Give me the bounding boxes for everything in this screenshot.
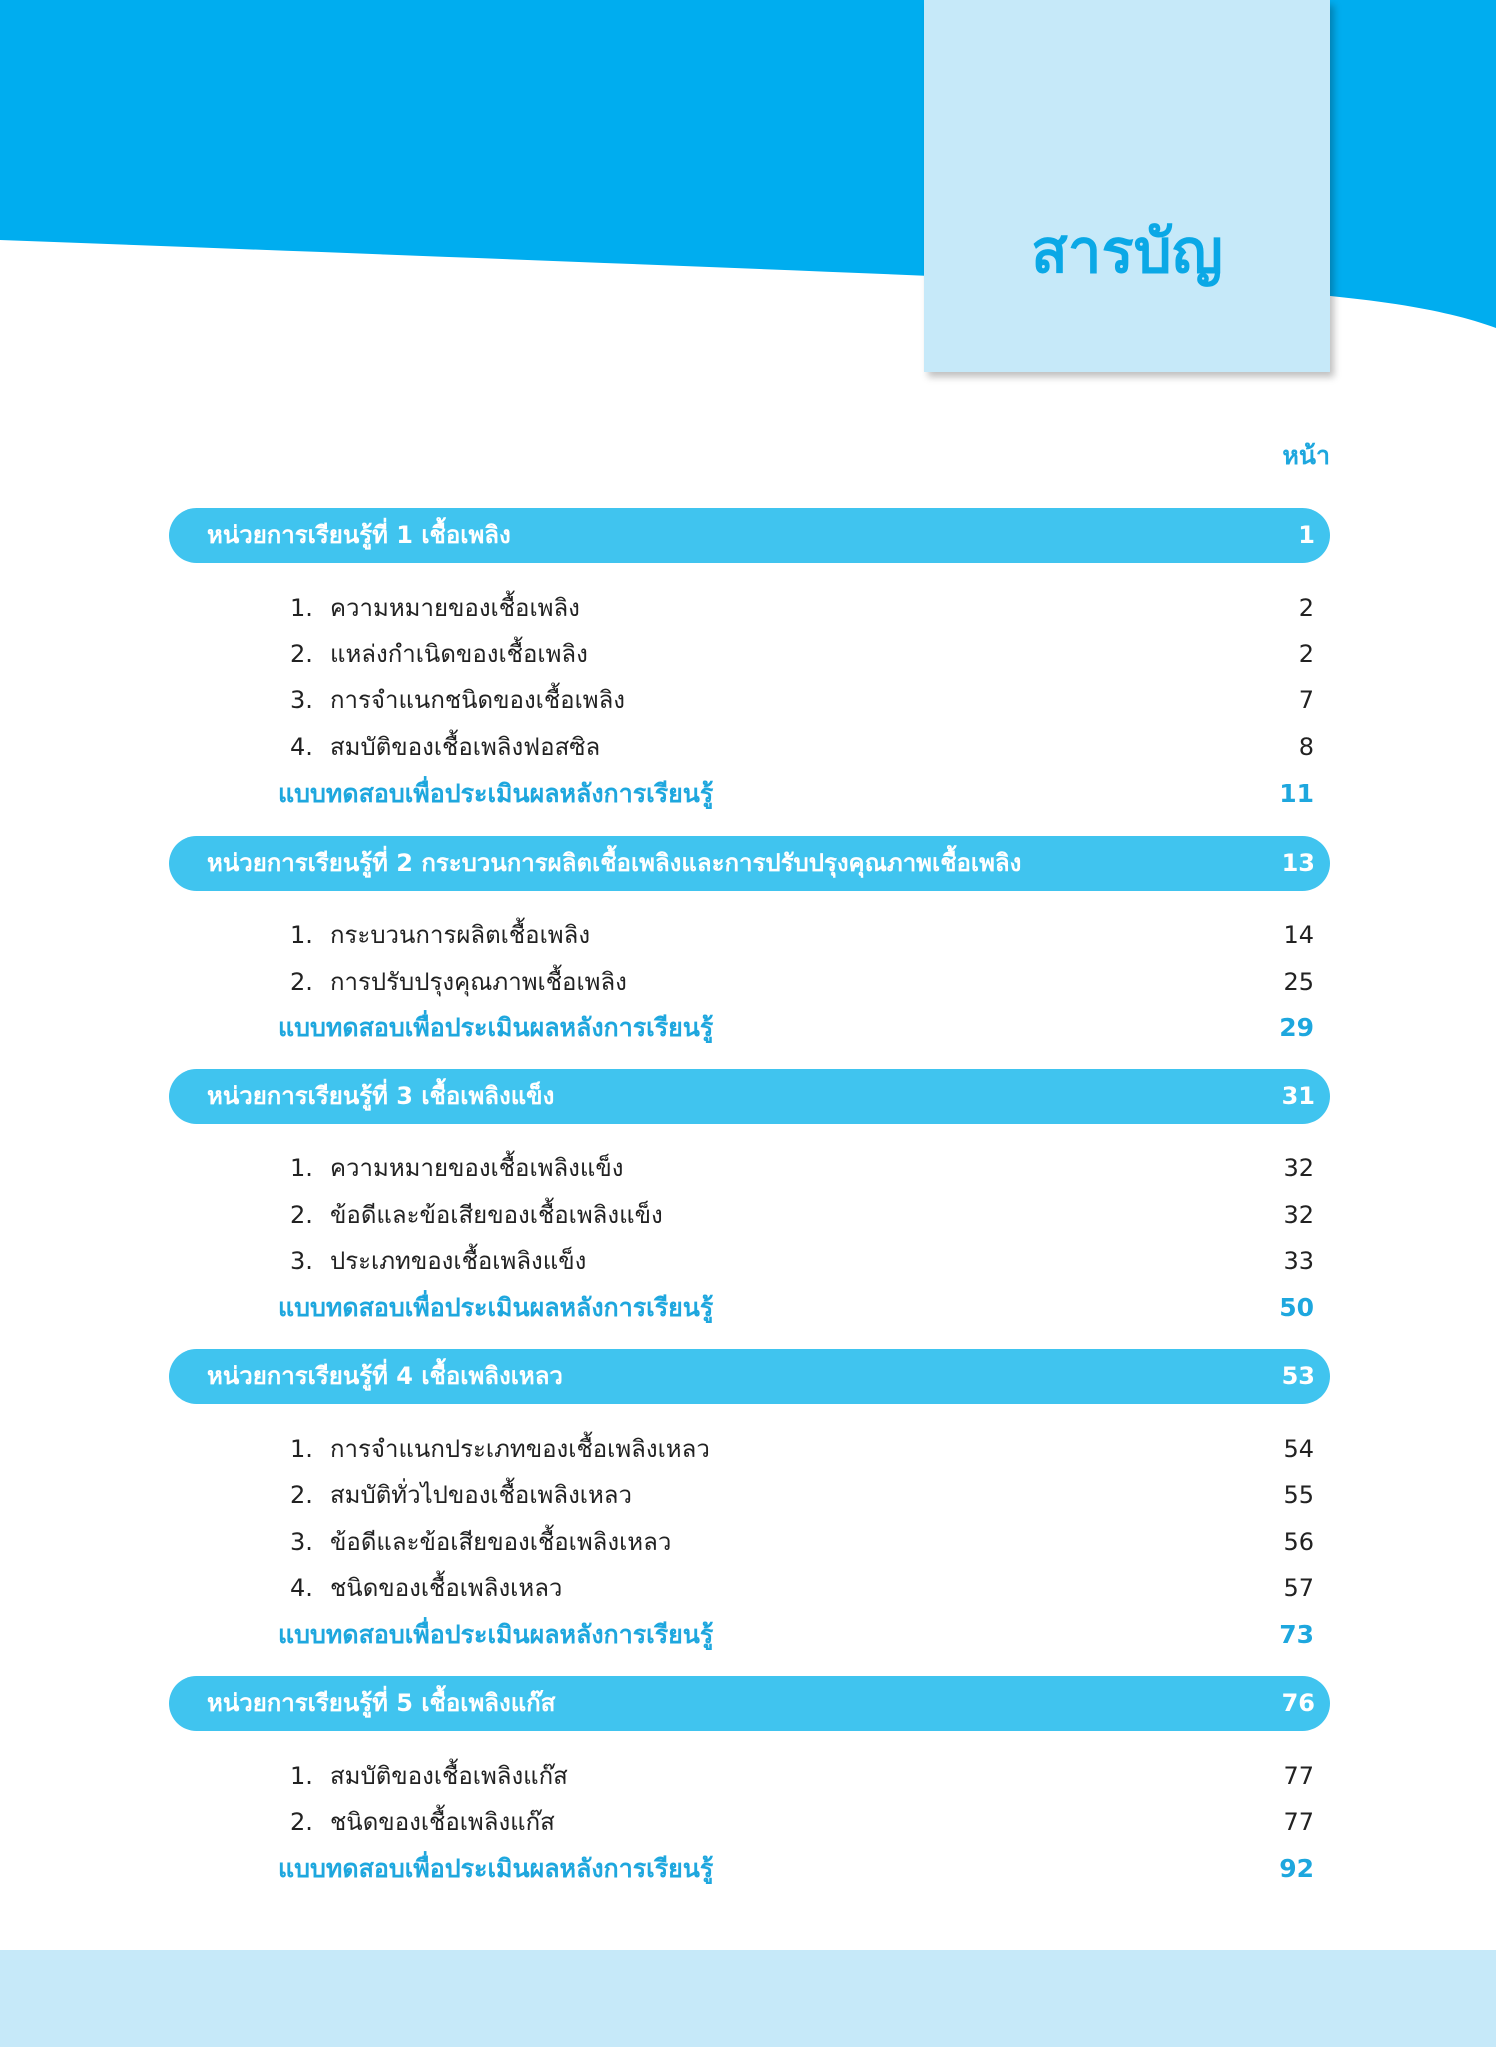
item-page-number: 8 (1298, 733, 1314, 761)
item-label: ความหมายของเชื้อเพลิง (330, 594, 580, 622)
item-label: ประเภทของเชื้อเพลิงแข็ง (330, 1247, 587, 1275)
assessment-link[interactable] (0, 1615, 1496, 1655)
item-page-number: 7 (1298, 686, 1314, 714)
item-page-number: 57 (1283, 1574, 1314, 1602)
assessment-page-number: 29 (1279, 1013, 1314, 1042)
assessment-label: แบบทดสอบเพื่อประเมินผลหลังการเรียนรู้ (278, 1013, 714, 1042)
assessment-page-number: 73 (1279, 1620, 1314, 1649)
unit-3-bar[interactable] (169, 1069, 1330, 1124)
item-number: 2. (290, 640, 313, 668)
item-label: สมบัติทั่วไปของเชื้อเพลิงเหลว (330, 1481, 632, 1509)
item-page-number: 14 (1283, 921, 1314, 949)
item-number: 1. (290, 1154, 313, 1182)
item-number: 1. (290, 594, 313, 622)
assessment-label: แบบทดสอบเพื่อประเมินผลหลังการเรียนรู้ (278, 1620, 714, 1649)
item-number: 2. (290, 1481, 313, 1509)
item-number: 1. (290, 1762, 313, 1790)
item-number: 3. (290, 1247, 313, 1275)
assessment-label: แบบทดสอบเพื่อประเมินผลหลังการเรียนรู้ (278, 1854, 714, 1883)
item-label: ชนิดของเชื้อเพลิงแก๊ส (330, 1808, 555, 1836)
unit-1-bar[interactable] (169, 508, 1330, 563)
assessment-link[interactable] (0, 1288, 1496, 1328)
assessment-page-number: 50 (1279, 1293, 1314, 1322)
page-column-label: หน้า (1282, 441, 1330, 470)
toc-item[interactable] (0, 1148, 1496, 1188)
toc-item[interactable] (0, 680, 1496, 720)
toc-item[interactable] (0, 634, 1496, 674)
toc-item[interactable] (0, 1802, 1496, 1842)
assessment-page-number: 92 (1279, 1854, 1314, 1883)
item-page-number: 55 (1283, 1481, 1314, 1509)
item-page-number: 32 (1283, 1154, 1314, 1182)
assessment-link[interactable] (0, 1849, 1496, 1889)
unit-title: หน่วยการเรียนรู้ที่ 1 เชื้อเพลิง (207, 521, 511, 549)
item-label: การปรับปรุงคุณภาพเชื้อเพลิง (330, 968, 627, 996)
unit-5-bar[interactable] (169, 1676, 1330, 1731)
toc-item[interactable] (0, 962, 1496, 1002)
toc-item[interactable] (0, 588, 1496, 628)
item-label: ข้อดีและข้อเสียของเชื้อเพลิงแข็ง (330, 1201, 663, 1229)
assessment-page-number: 11 (1279, 779, 1314, 808)
item-number: 2. (290, 968, 313, 996)
toc-item[interactable] (0, 1568, 1496, 1608)
unit-page-number: 31 (1281, 1082, 1315, 1110)
unit-title: หน่วยการเรียนรู้ที่ 3 เชื้อเพลิงแข็ง (207, 1082, 555, 1110)
item-number: 2. (290, 1201, 313, 1229)
item-label: การจำแนกประเภทของเชื้อเพลิงเหลว (330, 1435, 710, 1463)
item-page-number: 77 (1283, 1762, 1314, 1790)
toc-item[interactable] (0, 1429, 1496, 1469)
assessment-label: แบบทดสอบเพื่อประเมินผลหลังการเรียนรู้ (278, 779, 714, 808)
item-number: 4. (290, 733, 313, 761)
toc-item[interactable] (0, 915, 1496, 955)
item-label: ชนิดของเชื้อเพลิงเหลว (330, 1574, 563, 1602)
item-number: 3. (290, 1528, 313, 1556)
assessment-link[interactable] (0, 774, 1496, 814)
item-page-number: 56 (1283, 1528, 1314, 1556)
title-box (924, 0, 1330, 372)
toc-item[interactable] (0, 727, 1496, 767)
item-page-number: 25 (1283, 968, 1314, 996)
unit-page-number: 1 (1298, 521, 1315, 549)
item-number: 3. (290, 686, 313, 714)
toc-item[interactable] (0, 1195, 1496, 1235)
footer-band (0, 1950, 1496, 2047)
item-number: 2. (290, 1808, 313, 1836)
unit-page-number: 76 (1281, 1689, 1315, 1717)
assessment-label: แบบทดสอบเพื่อประเมินผลหลังการเรียนรู้ (278, 1293, 714, 1322)
toc-item[interactable] (0, 1756, 1496, 1796)
toc-item[interactable] (0, 1522, 1496, 1562)
item-page-number: 2 (1298, 594, 1314, 622)
item-label: สมบัติของเชื้อเพลิงฟอสซิล (330, 733, 601, 761)
toc-item[interactable] (0, 1475, 1496, 1515)
unit-4-bar[interactable] (169, 1349, 1330, 1404)
item-label: กระบวนการผลิตเชื้อเพลิง (330, 921, 591, 949)
unit-2-bar[interactable] (169, 836, 1330, 891)
toc-item[interactable] (0, 1241, 1496, 1281)
unit-page-number: 53 (1281, 1362, 1315, 1390)
item-page-number: 33 (1283, 1247, 1314, 1275)
item-label: สมบัติของเชื้อเพลิงแก๊ส (330, 1762, 568, 1790)
item-page-number: 2 (1298, 640, 1314, 668)
item-label: ข้อดีและข้อเสียของเชื้อเพลิงเหลว (330, 1528, 672, 1556)
item-label: การจำแนกชนิดของเชื้อเพลิง (330, 686, 626, 714)
item-page-number: 77 (1283, 1808, 1314, 1836)
unit-title: หน่วยการเรียนรู้ที่ 5 เชื้อเพลิงแก๊ส (207, 1689, 556, 1717)
item-page-number: 32 (1283, 1201, 1314, 1229)
unit-title: หน่วยการเรียนรู้ที่ 2 กระบวนการผลิตเชื้อเพลิงและการปรับปรุงคุณภาพเชื้อเพลิง (207, 849, 1022, 877)
item-label: แหล่งกำเนิดของเชื้อเพลิง (330, 640, 588, 668)
item-label: ความหมายของเชื้อเพลิงแข็ง (330, 1154, 624, 1182)
assessment-link[interactable] (0, 1008, 1496, 1048)
page-title: สารบัญ (1031, 217, 1223, 287)
item-number: 4. (290, 1574, 313, 1602)
item-number: 1. (290, 921, 313, 949)
item-number: 1. (290, 1435, 313, 1463)
unit-title: หน่วยการเรียนรู้ที่ 4 เชื้อเพลิงเหลว (207, 1362, 563, 1390)
item-page-number: 54 (1283, 1435, 1314, 1463)
unit-page-number: 13 (1281, 849, 1315, 877)
